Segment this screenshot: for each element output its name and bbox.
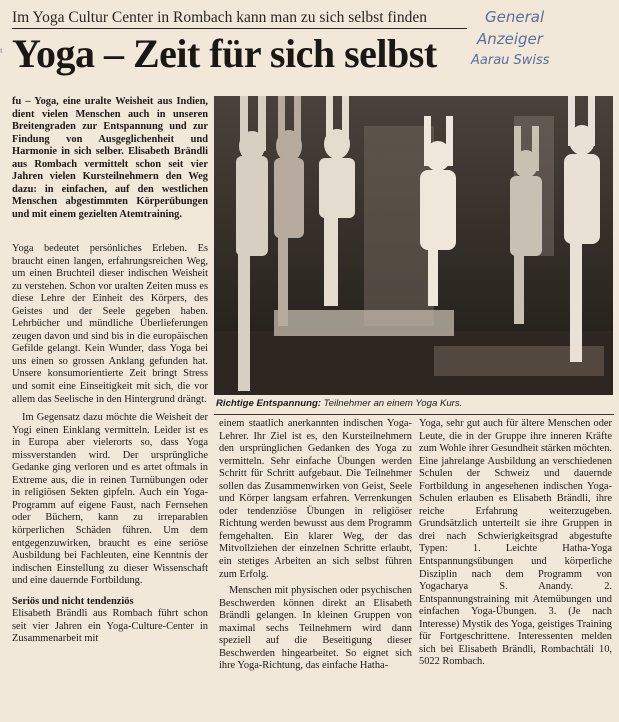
col1-paragraph-2: Im Gegensatz dazu möchte die Weisheit der Yogi einen Einklang vermitteln. Leider ist es in Europa aber vielerorts so, dass Yoga missverstanden wird. Der ursprüngliche Gedanke ging verloren und es artet oftmals in Extreme aus, die in reinen Turnübungen oder in religiösen Sekten gipfeln. Auch ein Yoga-Programm auf eigene Faust, nach Fernsehen oder Büchern, kann zu irreparablen körperlichen Schäden führen. Um dem entgegenzuwirken, braucht es eine seriöse Ausbildung bei Fachleuten, eine Kenntnis der indischen Einstellung zu dieser Wissenschaft und eine dauernde Fortbildung.	[12, 412, 208, 587]
margin-mark: ᵗ	[0, 46, 3, 61]
col3-paragraph-1: Yoga, sehr gut auch für ältere Menschen oder Leute, die in der Gruppe ihre inneren Kräfte zum Wohle ihrer Gesundheit stärken möchten. Eine jahrelange Ausbildung an verschiedenen Schulen der Schweiz und dauernde Fortbildung in angesehenen indischen Yoga-Schulen erlauben es Elisabeth Brändli, ihre reiche Erfahrung weiterzugeben. Grundsätzlich unterteilt sie ihre Gruppen in drei nach Schwierigkeitsgrad abgestufte Typen: 1. Leichte Hatha-Yoga Entspannungsübungen und körperliche Disziplin nach dem Programm von Yogacharya S. Anandy. 2. Entspannungstraining mit Atemübungen und einfachen Yoga-Übungen. 3. (Je nach Interesse) Mystik des Yoga, geistiges Training für Fortgeschrittene. Interessenten melden sich bei Elisabeth Brändli, Rombachtäli 10, 5022 Rombach.	[419, 418, 612, 668]
article-kicker: Im Yoga Cultur Center in Rombach kann man zu sich selbst finden	[12, 9, 467, 29]
handwritten-line-1: General	[485, 8, 545, 26]
column-3	[419, 418, 612, 669]
column-2	[219, 418, 412, 673]
article-headline: Yoga – Zeit für sich selbst	[12, 31, 437, 76]
photo-caption	[216, 398, 612, 410]
yoga-class-photo	[214, 96, 613, 395]
lead-paragraph: fu – Yoga, eine uralte Weisheit aus Indien, dient vielen Menschen auch in unseren Breitengraden zur Entspannung und zur Findung von Ausgeglichenheit und Harmonie in sich selber. Elisabeth Brändli aus Rombach vermittelt schon seit vier Jahren vielen Kursteilnehmern den Weg dazu: in einfachen, auf den westlichen Menschen abgestimmten Körperübungen und mit einem gezielten Atemtraining.	[12, 96, 208, 220]
col2-paragraph-2: Menschen mit physischen oder psychischen Beschwerden können direkt an Elisabeth Brändli gelangen. In kleinen Gruppen von maximal sechs Teilnehmern wird dann speziell auf die Beseitigung dieser Beschwerden hingearbeitet. So eignet sich ihre Yoga-Richtung, das einfache Hatha-	[219, 585, 412, 672]
col1-subheading: Seriös und nicht tendenziös	[12, 595, 134, 607]
col2-paragraph-1: einem staatlich anerkannten indischen Yoga-Lehrer. Ihr Ziel ist es, den Kursteilnehmern den ursprünglichen Gedanken des Yoga zu vermitteln. Sehr einfache Übungen werden Schritt für Schritt aufgebaut. Die Teilnehmer sollen das Zusammenwirken von Geist, Seele und Körper langsam erfahren. Verrenkungen oder tendenziöse Übungen in religiöser Richtung werden bewusst aus dem Programm ferngehalten. Ein klarer Weg, der das Mitvollziehen der einzelnen Schritte erlaubt, ein stetiges Arbeiten an sich selbst führen zum Erfolg.	[219, 418, 412, 580]
handwritten-source-note	[471, 6, 611, 72]
handwritten-line-2: Anzeiger	[477, 30, 543, 48]
col1-paragraph-3: Elisabeth Brändli aus Rombach führt schon seit vier Jahren ein Yoga-Culture-Center in Zusammenarbeit mit	[12, 608, 208, 645]
column-1	[12, 243, 208, 646]
caption-label: Richtige Entspannung:	[216, 398, 321, 409]
caption-text: Teilnehmer an einem Yoga Kurs.	[323, 398, 463, 409]
col1-paragraph-1: Yoga bedeutet persönliches Erleben. Es braucht einen langen, erfahrungsreichen Weg, um einen Bruchteil dieser indischen Weisheit zu verstehen. Schon vor uralten Zeiten muss es diese Lehre der Einheit des Körpers, des Geistes und der Seele gegeben haben. Lehrbücher und mündliche Überlieferungen zeugen davon und sind bis in die europäischen Gefilde gelangt. Kein Wunder, dass Yoga bei uns einen so grossen Anklang gefunden hat. Unsere konsumorientierte Zeit bringt Stress und somit eine Einseitigkeit mit sich, die vor allem das Seelische in den Hintergrund drängt.	[12, 243, 208, 405]
handwritten-line-3: Aarau Swiss	[471, 53, 550, 68]
caption-rule	[214, 414, 614, 415]
